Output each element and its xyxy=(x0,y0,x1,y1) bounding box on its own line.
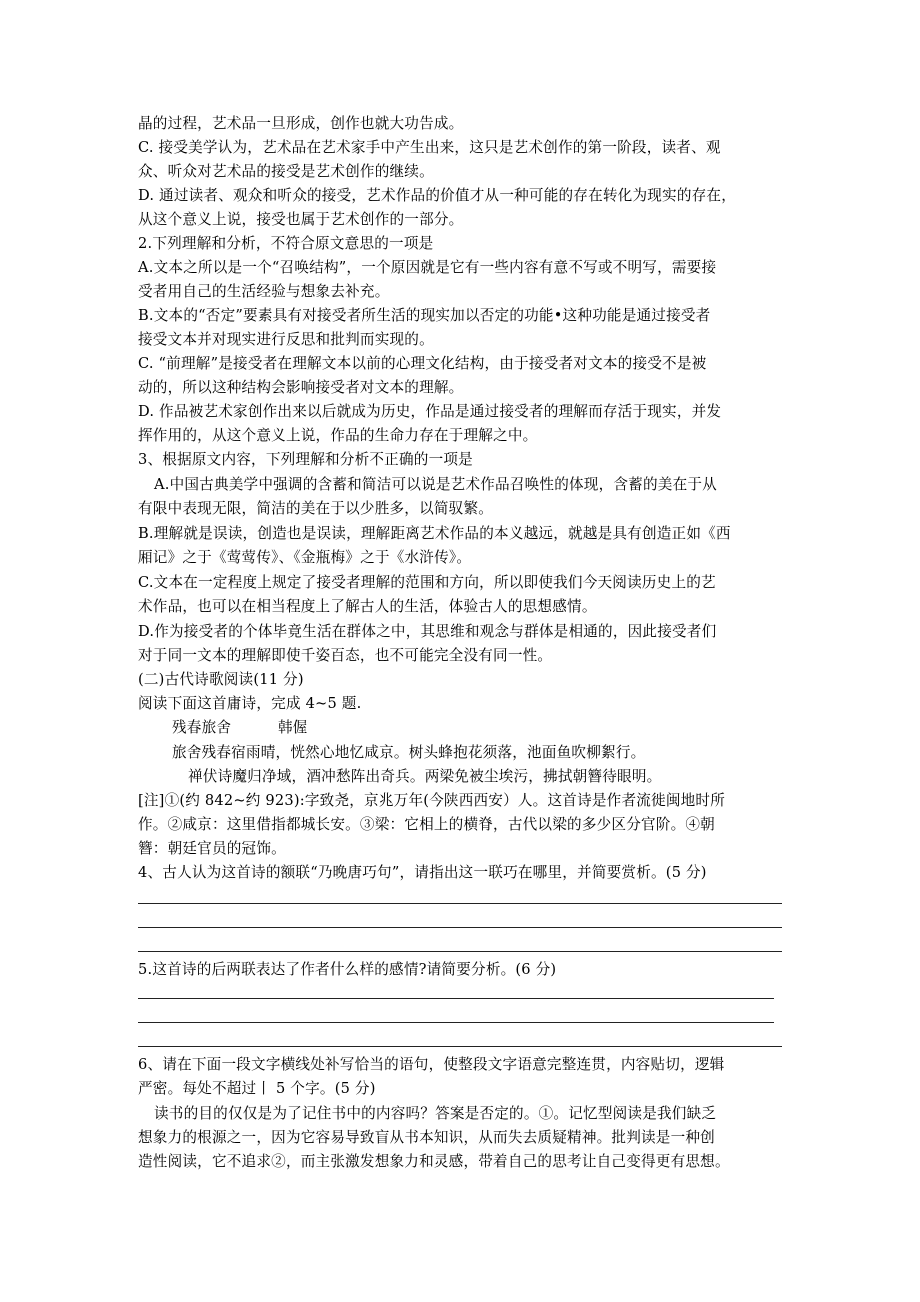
q4-answer-line-2[interactable] xyxy=(138,927,782,928)
q2-option-c-line1: C. “前理解”是接受者在理解文本以前的心理文化结构，由于接受者对文本的接受不是被 xyxy=(138,355,707,372)
q1-option-b-continuation: 晶的过程，艺术品一旦形成，创作也就大功告成。 xyxy=(138,115,464,132)
q2-option-a-line1: A.文本之所以是一个“召唤结构”，一个原因就是它有一些内容有意不写或不明写，需要接 xyxy=(138,259,717,276)
q1-option-c-line1: C. 接受美学认为，艺术品在艺术家手中产生出来，这只是艺术创作的第一阶段，读者、观 xyxy=(138,139,721,156)
poem-title: 残春旅舍 xyxy=(172,719,232,736)
q3-option-d-line1: D.作为接受者的个体毕竟生活在群体之中，其思维和观念与群体是相通的，因此接受者们 xyxy=(138,623,717,640)
poem-line-2: 禅伏诗魔归净域，酒冲愁阵出奇兵。两梁免被尘埃污，拂拭朝簪待眼明。 xyxy=(188,768,662,785)
q3-option-c-line2: 术作品，也可以在相当程度上了解古人的生活，体验古人的思想感情。 xyxy=(138,598,597,615)
q2-option-b-line1: B.文本的“否定”要素具有对接受者所生活的现实加以否定的功能•这种功能是通过接受者 xyxy=(138,307,711,324)
q2-option-c-line2: 动的，所以这种结构会影响接受者对文本的理解。 xyxy=(138,379,464,396)
poem-author: 韩偓 xyxy=(278,719,308,736)
q6-passage-line2: 想象力的根源之一，因为它容易导致盲从书本知识，从而失去质疑精神。批判读是一种创 xyxy=(138,1129,715,1146)
q2-option-d-line2: 挥作用的，从这个意义上说，作品的生命力存在于理解之中。 xyxy=(138,427,538,444)
q3-option-c-line1: C.文本在一定程度上规定了接受者理解的范围和方向，所以即使我们今天阅读历史上的艺 xyxy=(138,574,716,591)
q3-option-d-line2: 对于同一文本的理解即使千姿百态，也不可能完全没有同一性。 xyxy=(138,647,553,664)
q6-stem-line1: 6、请在下面一段文字横线处补写恰当的语句，使整段文字语意完整连贯，内容贴切，逻辑 xyxy=(138,1056,725,1073)
q2-option-b-line2: 接受文本并对现实进行反思和批判而实现的。 xyxy=(138,331,434,348)
q3-option-a-line1: A.中国古典美学中强调的含蓄和简洁可以说是艺术作品召唤性的体现，含蓄的美在于从 xyxy=(154,476,717,493)
poetry-section-heading: (二)古代诗歌阅读(11 分) xyxy=(138,671,304,688)
q3-stem: 3、根据原文内容，下列理解和分析不正确的一项是 xyxy=(138,451,473,468)
q2-option-d-line1: D. 作品被艺术家创作出来以后就成为历史，作品是通过接受者的理解而存活于现实，并发 xyxy=(138,403,722,420)
q2-stem: 2.下列理解和分析，不符合原文意思的一项是 xyxy=(138,235,434,252)
q5-stem: 5.这首诗的后两联表达了作者什么样的感情?请简要分析。(6 分) xyxy=(138,961,557,978)
poetry-instruction: 阅读下面这首庸诗，完成 4~5 题. xyxy=(138,695,362,712)
q5-answer-line-3[interactable] xyxy=(138,1046,782,1047)
q1-option-d-line2: 从这个意义上说，接受也属于艺术创作的一部分。 xyxy=(138,211,464,228)
poem-note-line2: 作。②咸京：这里借指都城长安。③梁：它相上的横脊，古代以梁的多少区分官阶。④朝 xyxy=(138,816,715,833)
poem-line-1: 旅舍残春宿雨晴，恍然心地忆咸京。树头蜂抱花须落，池面鱼吹柳絮行。 xyxy=(172,744,646,761)
q4-answer-line-1[interactable] xyxy=(138,903,782,904)
q4-answer-line-3[interactable] xyxy=(138,951,782,952)
poem-note-line3: 簪：朝廷官员的冠饰。 xyxy=(138,840,286,857)
q2-option-a-line2: 受者用自己的生活经验与想象去补充。 xyxy=(138,283,390,300)
poem-note-line1: [注]①(约 842~约 923):字致尧，京兆万年(今陕西西安）人。这首诗是作者流徙闽地时所 xyxy=(138,792,726,809)
q6-passage-line1: 读书的目的仅仅是为了记住书中的内容吗？答案是否定的。①。记忆型阅读是我们缺乏 xyxy=(154,1105,717,1122)
q5-answer-line-1[interactable] xyxy=(138,998,774,999)
q5-answer-line-2[interactable] xyxy=(138,1022,774,1023)
q3-option-a-line2: 有限中表现无限，简洁的美在于以少胜多，以简驭繁。 xyxy=(138,500,494,517)
q1-option-d-line1: D. 通过读者、观众和听众的接受，艺术作品的价值才从一种可能的存在转化为现实的存在， xyxy=(138,187,737,204)
q3-option-b-line2: 厢记》之于《莺莺传》、《金瓶梅》之于《水浒传》。 xyxy=(138,549,472,566)
q6-stem-line2: 严密。每处不超过丨 5 个字。(5 分) xyxy=(138,1080,376,1097)
q1-option-c-line2: 众、听众对艺术品的接受是艺术创作的继续。 xyxy=(138,163,434,180)
q3-option-b-line1: B.理解就是误读，创造也是误读，理解距离艺术作品的本义越远，就越是具有创造正如《西 xyxy=(138,525,731,542)
q6-passage-line3: 造性阅读，它不追求②，而主张激发想象力和灵感，带着自己的思考让自己变得更有思想。 xyxy=(138,1153,730,1170)
q4-stem: 4、古人认为这首诗的额联“乃晚唐巧句”，请指出这一联巧在哪里，并简要赏析。(5 分) xyxy=(138,864,707,881)
